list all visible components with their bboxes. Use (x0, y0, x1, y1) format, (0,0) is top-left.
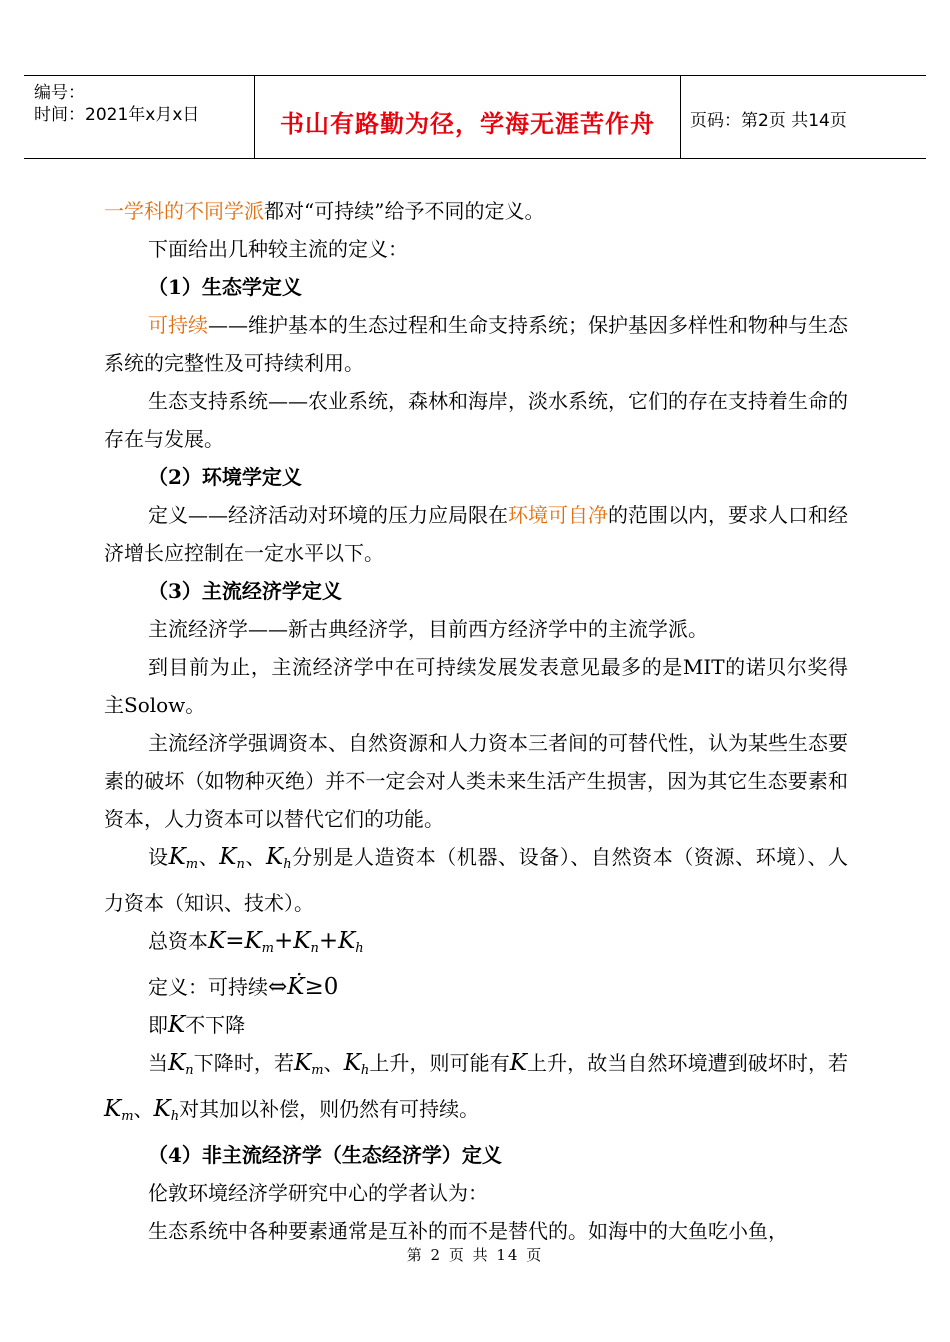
math-total-capital-equation: $K=K_m+K_n+K_h$ (208, 928, 364, 956)
math-K-h: $K_h$ (343, 1050, 370, 1078)
header-right-cell (680, 76, 926, 158)
paragraph: 生态系统中各种要素通常是互补的而不是替代的。如海中的大鱼吃小鱼， (148, 1219, 788, 1243)
paragraph: 一学科的不同学派都对“可持续”给予不同的定义。 (104, 199, 545, 223)
paragraph: 主流经济学——新古典经济学，目前西方经济学中的主流学派。 (148, 617, 708, 641)
paragraph-total-capital: 总资本$K=K_m+K_n+K_h$ (148, 928, 364, 956)
section-heading: （4）非主流经济学（生态经济学）定义 (148, 1143, 502, 1167)
section-heading: （1）生态学定义 (148, 275, 302, 299)
math-K: K (168, 1012, 186, 1038)
paragraph: 伦敦环境经济学研究中心的学者认为： (148, 1181, 488, 1205)
header-left-cell (24, 76, 253, 158)
header-center-cell (254, 76, 681, 158)
math-sustainability-condition: ⇔K̇≥0 (268, 974, 339, 1000)
header-page-info: 页码：第2页 共14页 (690, 111, 847, 131)
section-heading: （2）环境学定义 (148, 465, 302, 489)
header-motto: 书山有路勤为径，学海无涯苦作舟 (280, 110, 655, 138)
math-K-m: $K_m$ (294, 1050, 324, 1078)
math-K-m: $K_m$ (168, 844, 199, 872)
paragraph-sustainability-definition: 定义：可持续⇔K̇≥0 (148, 974, 339, 1000)
document-number-label: 编号： (34, 83, 85, 103)
paragraph: 定义——经济活动对环境的压力应局限在环境可自净的范围以内，要求人口和经济增长应控制在一定水平以下。 (104, 503, 848, 565)
math-K-n: $K_n$ (219, 844, 245, 872)
math-K-h: $K_h$ (153, 1096, 180, 1124)
math-K-m: $K_m$ (104, 1096, 134, 1124)
paragraph: 即K不下降 (148, 1012, 246, 1038)
math-K: K (509, 1050, 527, 1076)
paragraph-capital-definitions: 设$K_m$、$K_n$、$K_h$分别是人造资本（机器、设备）、自然资本（资源、环境）、人力资本（知识、技术）。 (104, 844, 849, 915)
highlight-text: 环境可自净 (508, 503, 608, 527)
page-footer: 第 2 页 共 14 页 (406, 1246, 544, 1264)
paragraph: 到目前为止，主流经济学中在可持续发展发表意见最多的是MIT的诺贝尔奖得主Solow。 (104, 655, 848, 717)
page-header (24, 75, 926, 159)
paragraph: 下面给出几种较主流的定义： (148, 237, 408, 261)
math-K-n: $K_n$ (168, 1050, 194, 1078)
paragraph: 当$K_n$下降时，若$K_m$、$K_h$上升，则可能有K上升，故当自然环境遭到破坏时，若$K_m$、$K_h$对其加以补偿，则仍然有可持续。 (104, 1050, 849, 1124)
paragraph: 可持续——维护基本的生态过程和生命支持系统；保护基因多样性和物种与生态系统的完整性及可持续利用。 (104, 313, 848, 375)
section-heading: （3）主流经济学定义 (148, 579, 342, 603)
highlight-text: 可持续 (148, 313, 208, 337)
document-time-label: 时间：2021年x月x日 (34, 105, 200, 125)
paragraph: 生态支持系统——农业系统，森林和海岸，淡水系统，它们的存在支持着生命的存在与发展。 (104, 389, 848, 451)
document-body (104, 192, 848, 1250)
highlight-text: 一学科的不同学派 (104, 199, 264, 223)
math-K-h: $K_h$ (266, 844, 292, 872)
paragraph: 主流经济学强调资本、自然资源和人力资本三者间的可替代性，认为某些生态要素的破坏（如物种灭绝）并不一定会对人类未来生活产生损害，因为其它生态要素和资本，人力资本可以替代它们的功能。 (104, 731, 848, 831)
